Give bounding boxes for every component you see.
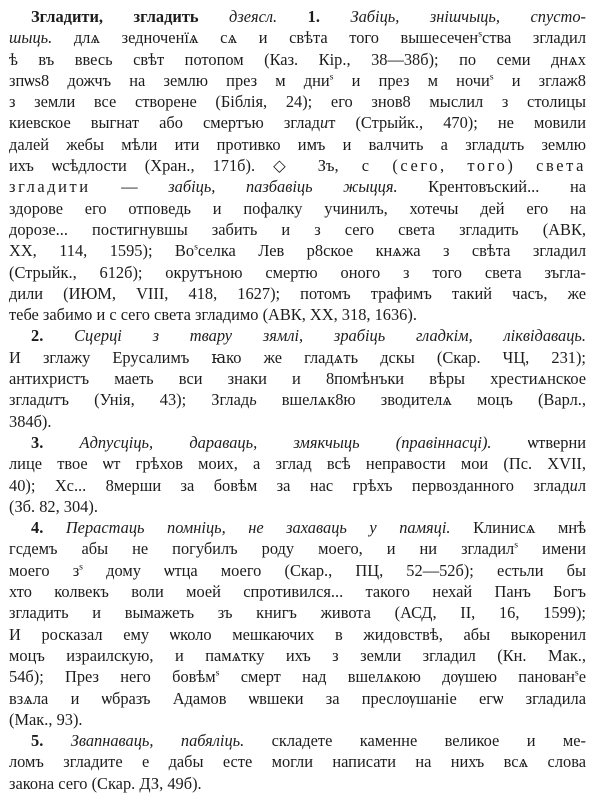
quotation-text: имени [518,539,586,559]
quotation-text: е [578,667,586,687]
quotation-text: л [577,475,586,495]
quotation-text: длѧ зедноченїѧ сѧ и свѣта того вышесечен [52,28,479,48]
quotation-text: смерт над вшелѧкою дѹшею панован [219,667,575,687]
quotation-text: ночи [438,70,490,90]
quotation-text: ѕ [194,241,198,253]
quotation-text: дорозе... постигнувшы забить и з сего света згладить (АВК, [9,219,586,239]
quotation-text: антихристъ маеть вси знаки и 8помѣнъки вѣры хрестиѧнское [9,369,586,389]
entry-line [9,347,586,368]
entry-line [9,6,586,27]
entry-line [9,666,586,687]
definition-text: забіць, пазбавіць жыцця. [168,177,398,197]
entry-line [9,262,586,283]
entry-line [9,730,586,751]
entry-line [9,368,586,389]
entry-line [9,773,586,794]
entry-line [9,176,586,197]
quotation-text: згладить и вымажеть зъ книгъ живота (АСД, II, 16, 1599); [9,603,586,623]
quotation-text: (Зб. 82, 304). [9,496,98,516]
definition-text: и [569,475,578,495]
definition-text: и [320,113,329,133]
quotation-text: складете каменне великое и ме- [244,731,586,751]
quotation-text: зпѡѕ8 дожчъ на землю през [9,70,276,90]
quotation-text: дили (ИЮМ, VIII, 418, 1627); потомъ трафимъ такий часъ, же [9,283,586,303]
quotation-text: м [275,70,286,90]
entry-line [9,240,586,261]
definition-text: шыць. [9,28,53,48]
entry-line [9,602,586,623]
definition-text: Перастаць помніць, не захаваць у памяці. [43,518,451,538]
entry-line [9,581,586,602]
entry-line [9,389,586,410]
quotation-text: гсдемъ абы не погубилъ роду моего, и ни згладил [9,539,515,559]
definition-text: и [45,390,54,410]
entry-line [9,49,586,70]
headword-text: 2. [31,326,44,346]
definition-text: ь [249,390,257,410]
quotation-text: Клинисѧ мнѣ [450,518,586,538]
quotation-text: тебе забимо и с сего света згладимо (АВК, XX, 318, 1636). [9,305,417,325]
quotation-text: закона сего (Скар. ДЗ, 49б). [9,773,202,793]
entry-line [9,304,586,325]
quotation-text: ѕ [489,71,494,83]
quotation-text: вшелѧк8ю зводителѧ моцъ (Варл., [256,390,586,410]
entry-line [9,432,586,453]
headword-text: 3. [31,432,44,452]
entry-line [9,112,586,133]
quotation-text: Крентовъский... на [397,177,586,197]
quotation-text: дому ѡтца моего (Скар., ПЦ, 52—52б); естьли бы [83,560,586,580]
definition-text: Сцерці з твару зямлі, зрабіць гладкім, ліквідаваць. [43,326,586,346]
quotation-text: — [90,177,169,197]
entry-line [9,453,586,474]
entry-line [9,709,586,730]
quotation-text: 40); Хс... 8мерши за бовѣм за нас грѣхъ первозданного зглад [9,475,570,495]
quotation-text: тъ (Унія, 43); Зглад [53,390,250,410]
quotation-text: (Мак., 93). [9,709,83,729]
entry-line [9,283,586,304]
definition-text: Адпусціць, дараваць, змякчыць (правіннасці). [43,432,492,452]
entry-line [9,645,586,666]
headword-text: 1. [307,7,320,26]
entry-line [9,325,586,346]
entry-line [9,688,586,709]
quotation-text: взѧла и ѡбразъ Адамов ѡвшеки за преслѹшаніе егѡ згладила [9,688,586,708]
entry-line [9,155,586,176]
quotation-text: далей жебы мѣли ити противко имъ и валчить а зглад [9,134,502,154]
quotation-text: здорове его отповедь и пофалку учинилъ, хотечы дей его на [9,198,586,218]
quotation-text: хто колвекъ воли моей спротивился... такого нехай Панъ Богъ [9,582,586,602]
quotation-text: ѕ [478,28,483,40]
quotation-text: ихъ ѡсѣдлости (Хран., 171б). ◇ З [9,156,326,176]
quotation-text: згладити [9,177,91,197]
quotation-text: ѕ [574,667,579,679]
quotation-text: ломъ згладите е дабы есте могли написати на нихъ всѧ слова [9,752,586,772]
entry-line [9,411,586,432]
quotation-text: лице твое ѡт грѣхов моих, а зглад всѣ неправости мои (Пс. XVII, [9,454,586,474]
quotation-text: 384б). [9,411,52,431]
quotation-text: И зглажу Ерусалимъ ꙗко же гладѧть дскы (Скар. ЧЦ, 231); [9,347,586,367]
quotation-text: ѕ [215,667,220,679]
entry-line [9,560,586,581]
entry-line [9,475,586,496]
quotation-text: и зглаж8 [493,70,586,90]
quotation-text: ѡтверни [491,432,586,452]
definition-text: и [501,134,510,154]
quotation-text: т (Стрыйк., 470); не мовили [328,113,586,133]
quotation-text: селка Лев р8ское кнѧжа з свѣта згладил [197,241,586,261]
quotation-text: ства згладил [482,28,586,48]
quotation-text: ѕ [514,539,519,551]
headword-text: Згладити, згладить [31,7,199,26]
quotation-text: ть землю [509,134,586,154]
entry-line [9,134,586,155]
quotation-text: И росказал ему ѡколо мешкаючих в жидовствѣ, абы выкоренил [9,624,586,644]
quotation-text: XX, 114, 1595); Во [9,241,195,261]
quotation-text: киевское выгнат або смертъю зглад [9,113,321,133]
quotation-text: моцъ израилскую, и памѧтку ихъ з земли згладил (Кн. Мак., [9,645,586,665]
quotation-text: дни [285,70,330,90]
entry-line [9,219,586,240]
definition-text: дзеясл. [198,7,308,26]
entry-line [9,538,586,559]
quotation-text: ѕ [79,561,83,573]
quotation-text: м [427,70,439,90]
entry-line [9,27,586,48]
quotation-text: ъ [325,156,335,176]
entry-line [9,70,586,91]
headword-text: 4. [31,518,44,538]
entry-line [9,198,586,219]
quotation-text: ѣ въ ввесь свѣт потопом (Каз. Кір., 38—38б); по семи днѧх [9,49,586,69]
definition-text: Забіць, знішчыць, спусто- [319,7,586,26]
quotation-text: моего з [9,560,80,580]
quotation-text: 54б); През него бовѣм [9,667,216,687]
headword-text: 5. [31,731,44,751]
quotation-text: (Стрыйк., 612б); окрутъною смертю оного з того света зъгла- [9,262,586,282]
quotation-text: и през [333,70,428,90]
entry-line [9,751,586,772]
entry-line [9,517,586,538]
quotation-text: з земли все створене (Біблія, 24); его знов8 мыслил з столицы [9,92,586,112]
entry-line [9,496,586,517]
definition-text: Звапнаваць, пабяліць. [43,731,245,751]
entry-line [9,91,586,112]
entry-line [9,624,586,645]
quotation-text: ѕ [329,71,334,83]
quotation-text: , с (сего, того) света [334,156,586,176]
quotation-text: зглад [9,390,46,410]
